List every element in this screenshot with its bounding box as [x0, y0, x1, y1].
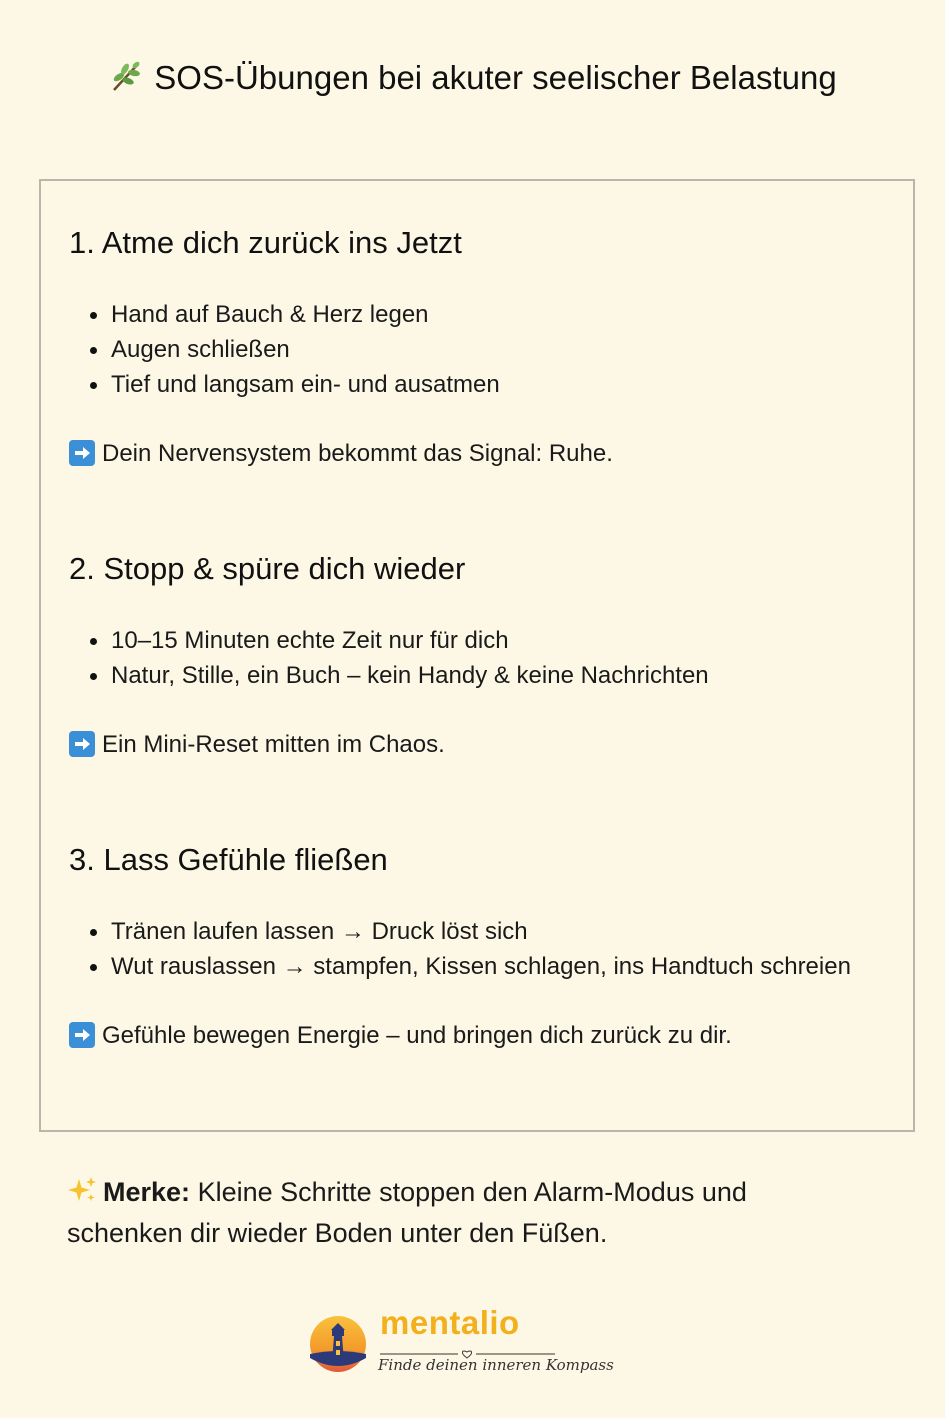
section-note	[69, 727, 885, 762]
list-item: Tief und langsam ein- und ausatmen	[111, 367, 885, 402]
merke-label: Merke:	[103, 1177, 191, 1207]
sparkles-icon	[67, 1175, 97, 1205]
lighthouse-logo-icon	[308, 1314, 368, 1374]
note-text: Dein Nervensystem bekommt das Signal: Ruhe.	[102, 440, 613, 467]
right-arrow-icon	[69, 731, 95, 757]
note-text: Ein Mini-Reset mitten im Chaos.	[102, 731, 445, 758]
herb-icon	[108, 58, 144, 94]
section-breathing	[69, 223, 885, 471]
section-note	[69, 1018, 885, 1053]
section-heading: 2. Stopp & spüre dich wieder	[69, 551, 466, 586]
list-item: Augen schließen	[111, 332, 885, 367]
bullet-list	[69, 623, 885, 693]
bullet-list	[69, 297, 885, 402]
note-text: Gefühle bewegen Energie – und bringen dich zurück zu dir.	[102, 1022, 732, 1049]
merke-note	[67, 1172, 857, 1254]
bullet-list	[69, 914, 885, 984]
list-item: Natur, Stille, ein Buch – kein Handy & keine Nachrichten	[111, 658, 885, 693]
list-item: Wut rauslassen → stampfen, Kissen schlagen, ins Handtuch schreien	[111, 949, 885, 984]
list-item: 10–15 Minuten echte Zeit nur für dich	[111, 623, 885, 658]
right-arrow-icon	[69, 1022, 95, 1048]
section-stop	[69, 549, 885, 762]
list-item: Tränen laufen lassen → Druck löst sich	[111, 914, 885, 949]
list-item: Hand auf Bauch & Herz legen	[111, 297, 885, 332]
right-arrow-icon	[69, 440, 95, 466]
exercise-card	[39, 179, 915, 1132]
title-text: SOS-Übungen bei akuter seelischer Belastung	[154, 59, 837, 96]
merke-text: Kleine Schritte stoppen den Alarm-Modus und schenken dir wieder Boden unter den Füßen.	[67, 1177, 747, 1248]
brand-name: mentalio	[380, 1304, 520, 1341]
brand-logo	[308, 1304, 628, 1380]
section-heading: 3. Lass Gefühle fließen	[69, 842, 388, 877]
page-title	[0, 52, 945, 104]
section-note	[69, 436, 885, 471]
section-feelings	[69, 840, 885, 1053]
brand-tagline: Finde deinen inneren Kompass	[378, 1356, 614, 1374]
section-heading: 1. Atme dich zurück ins Jetzt	[69, 225, 462, 260]
